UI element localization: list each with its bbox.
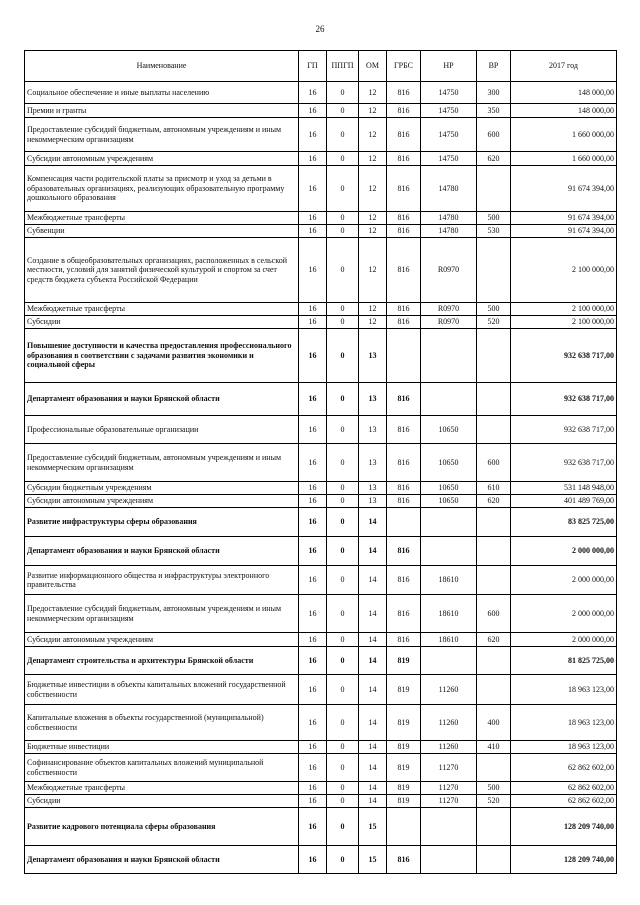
- cell-gp: 16: [299, 212, 327, 225]
- cell-nr: 11260: [421, 741, 477, 754]
- table-row: [25, 82, 617, 104]
- table-row: [25, 118, 617, 152]
- cell-gp: 16: [299, 383, 327, 416]
- cell-grbs: 816: [387, 595, 421, 633]
- cell-ppgp: 0: [327, 383, 359, 416]
- cell-gp: 16: [299, 705, 327, 741]
- cell-name: Департамент образования и науки Брянской области: [25, 537, 299, 566]
- cell-amount: 83 825 725,00: [511, 508, 617, 537]
- cell-vr: 520: [477, 795, 511, 808]
- cell-om: 14: [359, 782, 387, 795]
- cell-ppgp: 0: [327, 566, 359, 595]
- column-header-ppgp: ППГП: [327, 51, 359, 82]
- table-row: [25, 383, 617, 416]
- cell-vr: [477, 537, 511, 566]
- cell-vr: [477, 808, 511, 846]
- cell-amount: 932 638 717,00: [511, 416, 617, 444]
- cell-amount: 148 000,00: [511, 104, 617, 118]
- cell-amount: 91 674 394,00: [511, 225, 617, 238]
- cell-ppgp: 0: [327, 754, 359, 782]
- cell-om: 13: [359, 383, 387, 416]
- cell-gp: 16: [299, 675, 327, 705]
- cell-nr: 14750: [421, 152, 477, 166]
- cell-gp: 16: [299, 782, 327, 795]
- cell-om: 13: [359, 495, 387, 508]
- cell-name: Бюджетные инвестиции: [25, 741, 299, 754]
- cell-amount: 18 963 123,00: [511, 705, 617, 741]
- cell-amount: 2 100 000,00: [511, 238, 617, 303]
- cell-amount: 2 100 000,00: [511, 303, 617, 316]
- cell-gp: 16: [299, 537, 327, 566]
- cell-ppgp: 0: [327, 741, 359, 754]
- cell-vr: [477, 383, 511, 416]
- cell-nr: 18610: [421, 633, 477, 647]
- table-row: [25, 633, 617, 647]
- cell-om: 12: [359, 82, 387, 104]
- cell-nr: 11270: [421, 795, 477, 808]
- cell-nr: 11270: [421, 782, 477, 795]
- cell-name: Создание в общеобразовательных организациях, расположенных в сельской местности, условий для занятий физической культурой и спортом за счет средств бюджета субъекта Российской Федерации: [25, 238, 299, 303]
- cell-om: 14: [359, 705, 387, 741]
- cell-grbs: 819: [387, 754, 421, 782]
- cell-vr: 300: [477, 82, 511, 104]
- cell-gp: 16: [299, 846, 327, 874]
- cell-amount: 932 638 717,00: [511, 444, 617, 482]
- cell-ppgp: 0: [327, 846, 359, 874]
- cell-amount: 1 660 000,00: [511, 118, 617, 152]
- cell-vr: [477, 846, 511, 874]
- cell-grbs: 816: [387, 212, 421, 225]
- cell-nr: [421, 383, 477, 416]
- cell-om: 13: [359, 444, 387, 482]
- cell-name: Субсидии: [25, 316, 299, 329]
- cell-vr: [477, 166, 511, 212]
- cell-om: 12: [359, 118, 387, 152]
- cell-amount: 18 963 123,00: [511, 741, 617, 754]
- cell-om: 15: [359, 808, 387, 846]
- cell-grbs: [387, 508, 421, 537]
- cell-grbs: 816: [387, 444, 421, 482]
- cell-vr: [477, 754, 511, 782]
- cell-grbs: 816: [387, 118, 421, 152]
- cell-amount: 62 862 602,00: [511, 754, 617, 782]
- cell-ppgp: 0: [327, 416, 359, 444]
- cell-name: Социальное обеспечение и иные выплаты населению: [25, 82, 299, 104]
- cell-grbs: 819: [387, 647, 421, 675]
- cell-nr: 14780: [421, 166, 477, 212]
- cell-name: Субсидии автономным учреждениям: [25, 152, 299, 166]
- cell-om: 13: [359, 416, 387, 444]
- cell-name: Повышение доступности и качества предоставления профессионального образования в соответствии с задачами развития экономики и социальной сферы: [25, 329, 299, 383]
- cell-gp: 16: [299, 633, 327, 647]
- cell-name: Развитие кадрового потенциала сферы образования: [25, 808, 299, 846]
- cell-nr: [421, 647, 477, 675]
- cell-ppgp: 0: [327, 508, 359, 537]
- cell-om: 14: [359, 795, 387, 808]
- table-row: [25, 104, 617, 118]
- cell-amount: 81 825 725,00: [511, 647, 617, 675]
- cell-grbs: 816: [387, 566, 421, 595]
- cell-gp: 16: [299, 316, 327, 329]
- cell-vr: [477, 675, 511, 705]
- cell-grbs: 819: [387, 795, 421, 808]
- cell-amount: 2 100 000,00: [511, 316, 617, 329]
- cell-gp: 16: [299, 508, 327, 537]
- cell-om: 12: [359, 104, 387, 118]
- table-row: [25, 846, 617, 874]
- cell-grbs: 816: [387, 416, 421, 444]
- cell-gp: 16: [299, 329, 327, 383]
- column-header-vr: ВР: [477, 51, 511, 82]
- cell-nr: 11260: [421, 675, 477, 705]
- cell-nr: 14750: [421, 118, 477, 152]
- cell-amount: 148 000,00: [511, 82, 617, 104]
- cell-vr: 600: [477, 444, 511, 482]
- table-row: [25, 212, 617, 225]
- cell-om: 14: [359, 754, 387, 782]
- column-header-gp: ГП: [299, 51, 327, 82]
- cell-name: Межбюджетные трансферты: [25, 212, 299, 225]
- cell-gp: 16: [299, 303, 327, 316]
- cell-gp: 16: [299, 444, 327, 482]
- cell-amount: 2 000 000,00: [511, 537, 617, 566]
- cell-name: Межбюджетные трансферты: [25, 782, 299, 795]
- cell-ppgp: 0: [327, 647, 359, 675]
- column-header-grbs: ГРБС: [387, 51, 421, 82]
- cell-ppgp: 0: [327, 104, 359, 118]
- cell-nr: 10650: [421, 444, 477, 482]
- cell-gp: 16: [299, 166, 327, 212]
- cell-amount: 18 963 123,00: [511, 675, 617, 705]
- cell-gp: 16: [299, 808, 327, 846]
- cell-amount: 932 638 717,00: [511, 329, 617, 383]
- cell-om: 12: [359, 238, 387, 303]
- table-body: [25, 82, 617, 874]
- table-header-row: [25, 51, 617, 82]
- cell-vr: 600: [477, 118, 511, 152]
- cell-ppgp: 0: [327, 152, 359, 166]
- cell-grbs: 819: [387, 705, 421, 741]
- table-row: [25, 795, 617, 808]
- cell-gp: 16: [299, 482, 327, 495]
- cell-nr: R0970: [421, 238, 477, 303]
- cell-nr: 14750: [421, 82, 477, 104]
- cell-vr: 350: [477, 104, 511, 118]
- cell-om: 12: [359, 166, 387, 212]
- cell-amount: 62 862 602,00: [511, 795, 617, 808]
- cell-nr: 14780: [421, 212, 477, 225]
- cell-name: Предоставление субсидий бюджетным, автономным учреждениям и иным некоммерческим организациям: [25, 118, 299, 152]
- cell-amount: 91 674 394,00: [511, 212, 617, 225]
- cell-vr: 410: [477, 741, 511, 754]
- cell-ppgp: 0: [327, 705, 359, 741]
- cell-vr: 500: [477, 212, 511, 225]
- table-row: [25, 566, 617, 595]
- table-row: [25, 166, 617, 212]
- cell-name: Развитие информационного общества и инфраструктуры электронного правительства: [25, 566, 299, 595]
- cell-om: 13: [359, 329, 387, 383]
- cell-name: Предоставление субсидий бюджетным, автономным учреждениям и иным некоммерческим организациям: [25, 444, 299, 482]
- cell-om: 13: [359, 482, 387, 495]
- cell-name: Департамент образования и науки Брянской области: [25, 383, 299, 416]
- cell-gp: 16: [299, 238, 327, 303]
- cell-vr: 620: [477, 495, 511, 508]
- table-row: [25, 508, 617, 537]
- cell-om: 12: [359, 152, 387, 166]
- cell-grbs: 816: [387, 238, 421, 303]
- cell-ppgp: 0: [327, 808, 359, 846]
- table-row: [25, 444, 617, 482]
- cell-vr: 500: [477, 303, 511, 316]
- cell-grbs: 816: [387, 537, 421, 566]
- cell-ppgp: 0: [327, 316, 359, 329]
- cell-vr: [477, 508, 511, 537]
- cell-amount: 531 148 948,00: [511, 482, 617, 495]
- cell-ppgp: 0: [327, 633, 359, 647]
- column-header-year: 2017 год: [511, 51, 617, 82]
- cell-gp: 16: [299, 647, 327, 675]
- cell-nr: 18610: [421, 595, 477, 633]
- cell-vr: 500: [477, 782, 511, 795]
- table-row: [25, 808, 617, 846]
- cell-grbs: 816: [387, 166, 421, 212]
- table-row: [25, 647, 617, 675]
- table-row: [25, 675, 617, 705]
- cell-vr: 400: [477, 705, 511, 741]
- cell-ppgp: 0: [327, 795, 359, 808]
- cell-grbs: 819: [387, 782, 421, 795]
- cell-name: Межбюджетные трансферты: [25, 303, 299, 316]
- table-row: [25, 705, 617, 741]
- cell-name: Субсидии бюджетным учреждениям: [25, 482, 299, 495]
- cell-name: Софинансирование объектов капитальных вложений муниципальной собственности: [25, 754, 299, 782]
- cell-nr: [421, 329, 477, 383]
- cell-om: 14: [359, 633, 387, 647]
- cell-amount: 62 862 602,00: [511, 782, 617, 795]
- cell-grbs: 816: [387, 846, 421, 874]
- cell-nr: 14780: [421, 225, 477, 238]
- cell-gp: 16: [299, 495, 327, 508]
- cell-nr: [421, 537, 477, 566]
- cell-name: Субсидии автономным учреждениям: [25, 495, 299, 508]
- cell-om: 15: [359, 846, 387, 874]
- cell-name: Предоставление субсидий бюджетным, автономным учреждениям и иным некоммерческим организациям: [25, 595, 299, 633]
- cell-gp: 16: [299, 118, 327, 152]
- cell-om: 14: [359, 741, 387, 754]
- cell-nr: 10650: [421, 482, 477, 495]
- cell-grbs: 816: [387, 152, 421, 166]
- cell-vr: 600: [477, 595, 511, 633]
- cell-nr: 14750: [421, 104, 477, 118]
- cell-nr: 18610: [421, 566, 477, 595]
- cell-om: 14: [359, 675, 387, 705]
- column-header-name: Наименование: [25, 51, 299, 82]
- cell-nr: R0970: [421, 303, 477, 316]
- cell-name: Компенсация части родительской платы за присмотр и уход за детьми в образовательных организациях, реализующих образовательную программу дошкольного образования: [25, 166, 299, 212]
- cell-amount: 2 000 000,00: [511, 566, 617, 595]
- cell-om: 12: [359, 316, 387, 329]
- cell-amount: 401 489 769,00: [511, 495, 617, 508]
- cell-om: 12: [359, 212, 387, 225]
- cell-gp: 16: [299, 595, 327, 633]
- table-row: [25, 754, 617, 782]
- cell-vr: [477, 329, 511, 383]
- cell-name: Субсидии: [25, 795, 299, 808]
- cell-amount: 932 638 717,00: [511, 383, 617, 416]
- cell-grbs: [387, 808, 421, 846]
- column-header-nr: НР: [421, 51, 477, 82]
- cell-ppgp: 0: [327, 225, 359, 238]
- cell-om: 14: [359, 647, 387, 675]
- cell-nr: 10650: [421, 416, 477, 444]
- cell-amount: 128 209 740,00: [511, 808, 617, 846]
- cell-gp: 16: [299, 225, 327, 238]
- cell-nr: R0970: [421, 316, 477, 329]
- cell-grbs: 819: [387, 741, 421, 754]
- cell-grbs: 816: [387, 316, 421, 329]
- cell-vr: 520: [477, 316, 511, 329]
- cell-amount: 1 660 000,00: [511, 152, 617, 166]
- cell-gp: 16: [299, 741, 327, 754]
- cell-grbs: 816: [387, 82, 421, 104]
- cell-name: Департамент образования и науки Брянской области: [25, 846, 299, 874]
- cell-grbs: [387, 329, 421, 383]
- cell-amount: 2 000 000,00: [511, 633, 617, 647]
- table-row: [25, 782, 617, 795]
- cell-vr: [477, 238, 511, 303]
- cell-gp: 16: [299, 104, 327, 118]
- cell-nr: [421, 508, 477, 537]
- table-row: [25, 238, 617, 303]
- cell-ppgp: 0: [327, 482, 359, 495]
- cell-grbs: 816: [387, 495, 421, 508]
- cell-vr: [477, 647, 511, 675]
- cell-grbs: 819: [387, 675, 421, 705]
- cell-om: 12: [359, 225, 387, 238]
- cell-om: 14: [359, 508, 387, 537]
- cell-amount: 2 000 000,00: [511, 595, 617, 633]
- cell-name: Профессиональные образовательные организации: [25, 416, 299, 444]
- cell-ppgp: 0: [327, 166, 359, 212]
- cell-name: Субвенции: [25, 225, 299, 238]
- cell-ppgp: 0: [327, 595, 359, 633]
- cell-gp: 16: [299, 754, 327, 782]
- table-row: [25, 225, 617, 238]
- cell-name: Премии и гранты: [25, 104, 299, 118]
- table-row: [25, 595, 617, 633]
- cell-nr: 11270: [421, 754, 477, 782]
- cell-gp: 16: [299, 416, 327, 444]
- table-row: [25, 416, 617, 444]
- cell-ppgp: 0: [327, 303, 359, 316]
- cell-gp: 16: [299, 566, 327, 595]
- cell-grbs: 816: [387, 633, 421, 647]
- cell-nr: 11260: [421, 705, 477, 741]
- cell-name: Департамент строительства и архитектуры Брянской области: [25, 647, 299, 675]
- column-header-om: ОМ: [359, 51, 387, 82]
- cell-name: Бюджетные инвестиции в объекты капитальных вложений государственной собственности: [25, 675, 299, 705]
- cell-ppgp: 0: [327, 329, 359, 383]
- cell-vr: 610: [477, 482, 511, 495]
- cell-name: Развитие инфраструктуры сферы образования: [25, 508, 299, 537]
- cell-name: Капитальные вложения в объекты государственной (муниципальной) собственности: [25, 705, 299, 741]
- budget-table: [24, 50, 617, 874]
- cell-om: 14: [359, 537, 387, 566]
- cell-amount: 91 674 394,00: [511, 166, 617, 212]
- cell-vr: [477, 416, 511, 444]
- cell-grbs: 816: [387, 104, 421, 118]
- cell-vr: 530: [477, 225, 511, 238]
- table-row: [25, 537, 617, 566]
- cell-name: Субсидии автономным учреждениям: [25, 633, 299, 647]
- cell-ppgp: 0: [327, 118, 359, 152]
- cell-grbs: 816: [387, 383, 421, 416]
- table-row: [25, 495, 617, 508]
- cell-vr: 620: [477, 633, 511, 647]
- cell-ppgp: 0: [327, 537, 359, 566]
- cell-grbs: 816: [387, 482, 421, 495]
- cell-ppgp: 0: [327, 444, 359, 482]
- cell-vr: 620: [477, 152, 511, 166]
- cell-vr: [477, 566, 511, 595]
- table-row: [25, 741, 617, 754]
- cell-nr: 10650: [421, 495, 477, 508]
- table-row: [25, 303, 617, 316]
- cell-grbs: 816: [387, 303, 421, 316]
- cell-ppgp: 0: [327, 495, 359, 508]
- cell-om: 12: [359, 303, 387, 316]
- cell-ppgp: 0: [327, 675, 359, 705]
- page-number: 26: [315, 24, 325, 34]
- cell-nr: [421, 808, 477, 846]
- cell-gp: 16: [299, 152, 327, 166]
- cell-ppgp: 0: [327, 238, 359, 303]
- cell-amount: 128 209 740,00: [511, 846, 617, 874]
- cell-ppgp: 0: [327, 212, 359, 225]
- cell-nr: [421, 846, 477, 874]
- cell-ppgp: 0: [327, 82, 359, 104]
- cell-gp: 16: [299, 82, 327, 104]
- table-row: [25, 482, 617, 495]
- cell-grbs: 816: [387, 225, 421, 238]
- cell-ppgp: 0: [327, 782, 359, 795]
- table-row: [25, 152, 617, 166]
- table-row: [25, 329, 617, 383]
- table-row: [25, 316, 617, 329]
- cell-gp: 16: [299, 795, 327, 808]
- cell-om: 14: [359, 595, 387, 633]
- cell-om: 14: [359, 566, 387, 595]
